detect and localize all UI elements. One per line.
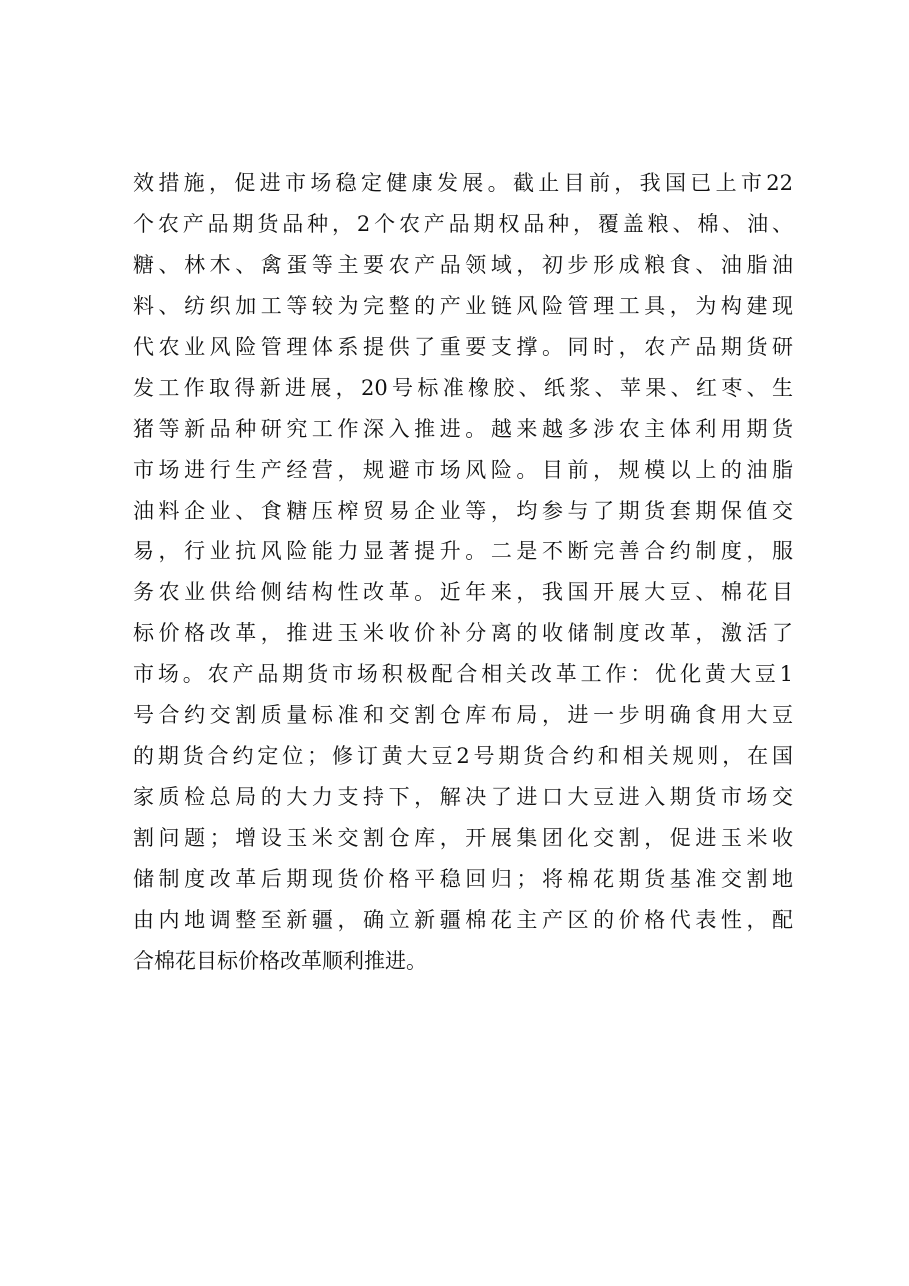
text-line: 猪等新品种研究工作深入推进。越来越多涉农主体利用期货 [133, 416, 793, 441]
text-line: 的期货合约定位；修订黄大豆2号期货合约和相关规则，在国 [133, 744, 793, 769]
text-line: 标价格改革，推进玉米收价补分离的收储制度改革，激活了 [133, 621, 793, 646]
text-line: 个农产品期货品种，2个农产品期权品种，覆盖粮、棉、油、 [133, 211, 793, 236]
text-line: 割问题；增设玉米交割仓库，开展集团化交割，促进玉米收 [133, 826, 793, 850]
text-line: 易，行业抗风险能力显著提升。二是不断完善合约制度，服 [133, 539, 793, 564]
text-line: 效措施，促进市场稳定健康发展。截止目前，我国已上市22 [133, 171, 793, 195]
text-line: 市场。农产品期货市场积极配合相关改革工作：优化黄大豆1 [133, 662, 793, 687]
text-line: 油料企业、食糖压榨贸易企业等，均参与了期货套期保值交 [133, 498, 793, 523]
text-line: 料、纺织加工等较为完整的产业链风险管理工具，为构建现 [133, 293, 793, 318]
text-line: 由内地调整至新疆，确立新疆棉花主产区的价格代表性，配 [133, 907, 793, 932]
text-line: 代农业风险管理体系提供了重要支撑。同时，农产品期货研 [133, 334, 793, 359]
text-line: 发工作取得新进展，20号标准橡胶、纸浆、苹果、红枣、生 [133, 375, 793, 400]
text-line: 合棉花目标价格改革顺利推进。 [133, 948, 427, 973]
text-line: 储制度改革后期现货价格平稳回归；将棉花期货基准交割地 [133, 866, 793, 891]
text-line: 家质检总局的大力支持下，解决了进口大豆进入期货市场交 [133, 785, 793, 810]
body-paragraph [133, 163, 793, 982]
text-line: 市场进行生产经营，规避市场风险。目前，规模以上的油脂 [133, 457, 793, 482]
text-line: 糖、林木、禽蛋等主要农产品领域，初步形成粮食、油脂油 [133, 252, 793, 277]
text-line: 号合约交割质量标准和交割仓库布局，进一步明确食用大豆 [133, 703, 793, 728]
text-line: 务农业供给侧结构性改革。近年来，我国开展大豆、棉花目 [133, 580, 793, 605]
